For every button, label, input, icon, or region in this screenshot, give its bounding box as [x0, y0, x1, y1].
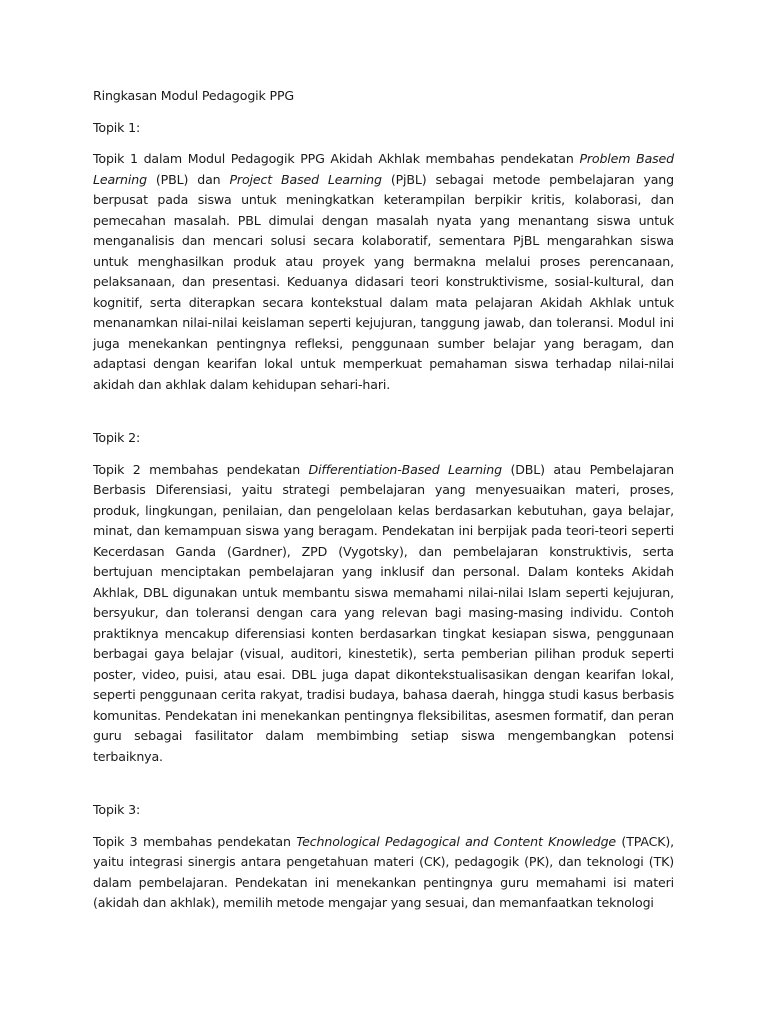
- section-spacer: [93, 767, 674, 800]
- document-page: [93, 86, 674, 914]
- paragraph-text: Topik 1 dalam Modul Pedagogik PPG Akidah Akhlak membahas pendekatan: [93, 151, 580, 166]
- italic-term: Technological Pedagogical and Content Knowledge: [296, 833, 617, 849]
- paragraph-text: Topik 2 membahas pendekatan: [93, 461, 309, 477]
- document-title: Ringkasan Modul Pedagogik PPG: [93, 88, 295, 103]
- section-paragraph-topik-2: [93, 460, 674, 768]
- italic-term: Differentiation-Based Learning: [308, 461, 502, 477]
- paragraph-text: (PjBL) sebagai metode pembelajaran yang berpusat pada siswa untuk meningkatkan keterampilan berpikir kritis, kolaborasi, dan pemecahan masalah. PBL dimulai dengan masalah nyata yang menantang siswa untuk menganalisis dan mencari solusi secara kolaboratif, sementara PjBL mengarahkan siswa untuk menghasilkan produk atau proyek yang bermakna melalui proses perencanaan, pelaksanaan, dan presentasi. Keduanya didasari teori konstruktivisme, sosial-kultural, dan kognitif, serta diterapkan secara kontekstual dalam mata pelajaran Akidah Akhlak untuk menanamkan nilai-nilai keislaman seperti kejujuran, tanggung jawab, dan toleransi. Modul ini juga menekankan pentingnya refleksi, penggunaan sumber belajar yang beragam, dan adaptasi dengan kearifan lokal untuk memperkuat pemahaman siswa terhadap nilai-nilai akidah dan akhlak dalam kehidupan sehari-hari.: [93, 171, 674, 392]
- section-paragraph-topik-3: [93, 832, 674, 914]
- section-heading-topik-3: Topik 3:: [93, 802, 141, 817]
- section-heading-topik-1: Topik 1:: [93, 119, 141, 135]
- paragraph-text: (DBL) atau Pembelajaran Berbasis Diferensiasi, yaitu strategi pembelajaran yang menyesuaikan materi, proses, produk, lingkungan, penilaian, dan pengelolaan kelas berdasarkan kebutuhan, gaya belajar, minat, dan kemampuan siswa yang beragam. Pendekatan ini berpijak pada teori-teori seperti Kecerdasan Ganda (Gardner), ZPD (Vygotsky), dan pembelajaran konstruktivis, serta bertujuan menciptakan pembelajaran yang inklusif dan personal. Dalam konteks Akidah Akhlak, DBL digunakan untuk membantu siswa memahami nilai-nilai Islam seperti kejujuran, bersyukur, dan toleransi dengan cara yang relevan bagi masing-masing individu. Contoh praktiknya mencakup diferensiasi konten berdasarkan tingkat kesiapan siswa, penggunaan berbagai gaya belajar (visual, auditori, kinestetik), serta pemberian pilihan produk seperti poster, video, puisi, atau esai. DBL juga dapat dikontekstualisasikan dengan kearifan lokal, seperti penggunaan cerita rakyat, tradisi budaya, bahasa daerah, hingga studi kasus berbasis komunitas. Pendekatan ini menekankan pentingnya fleksibilitas, asesmen formatif, dan peran guru sebagai fasilitator dalam membimbing setiap siswa mengembangkan potensi terbaiknya.: [93, 461, 674, 764]
- section-spacer: [93, 395, 674, 428]
- paragraph-text: (PBL) dan: [146, 171, 230, 187]
- italic-term: Project Based Learning: [229, 171, 382, 187]
- paragraph-text: Topik 3 membahas pendekatan: [93, 833, 297, 849]
- section-paragraph-topik-1: [93, 149, 674, 395]
- italic-term: Problem Based Learning: [93, 151, 674, 187]
- paragraph-text: (TPACK), yaitu integrasi sinergis antara pengetahuan materi (CK), pedagogik (PK), dan teknologi (TK) dalam pembelajaran. Pendekatan ini menekankan pentingnya guru memahami isi materi (akidah dan akhlak), memilih metode mengajar yang sesuai, dan memanfaatkan teknologi: [93, 833, 674, 910]
- section-heading-topik-2: Topik 2:: [93, 430, 141, 445]
